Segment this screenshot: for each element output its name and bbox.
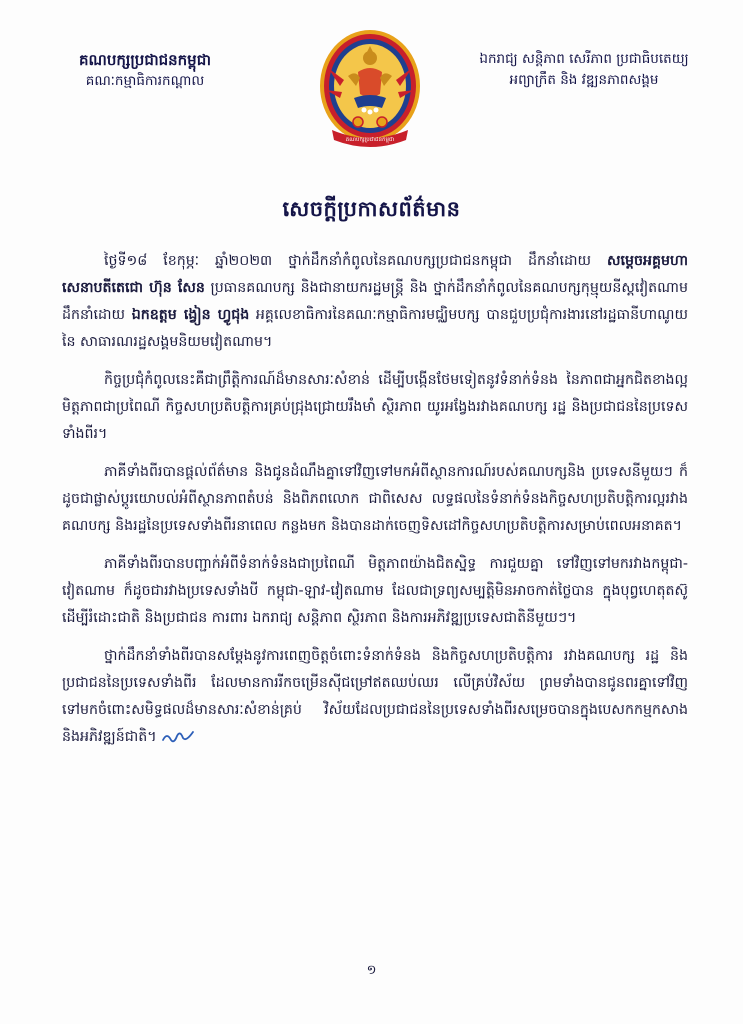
paragraph-4: ភាគីទាំងពីរបានបញ្ជាក់អំពីទំនាក់ទំនងជាប្រពៃណី មិត្តភាពយ៉ាងជិតស្និទ្ធ ការជួយគ្នា ទៅវិញទៅមករវាងកម្ពុជា-វៀតណាម ក៏ដូចជារវាងប្រទេសទាំងបី កម្ពុជា-ឡាវ-វៀតណាម ដែលជាទ្រព្យសម្បត្តិមិនអាចកាត់ថ្លៃបាន ក្នុងបុព្វហេតុតស៊ូដើម្បីរំដោះជាតិ និងប្រជាជន ការពារ ឯករាជ្យ សន្តិភាព ស្ថិរភាព និងការអភិវឌ្ឍប្រទេសជាតិនីមួយៗ។: [62, 556, 688, 626]
party-name: គណបក្សប្រជាជនកម្ពុជា: [79, 51, 211, 69]
document-title: សេចក្តីប្រកាសព័ត៌មាន: [282, 197, 461, 221]
national-motto-line2: អព្យាក្រឹត និង វឌ្ឍនភាពសង្គម: [509, 72, 659, 88]
committee-name: គណៈកម្មាធិការកណ្តាល: [85, 73, 205, 89]
initial-signature-icon: [161, 728, 195, 746]
party-logo: [318, 28, 422, 152]
leader-name-vietnam: ឯកឧត្តម ង្វៀន ហ្វូជុង: [131, 307, 250, 323]
paragraph-1-part-e: អគ្គលេខាធិការនៃគណៈកម្មាធិការមជ្ឈិមបក្ស បានជួបប្រជុំការងារនៅរដ្ឋធានីហាណូយនៃ សាធារណរដ្ឋសង្គមនិយមវៀតណាម។: [62, 307, 688, 350]
logo-banner-text: គណបក្សប្រជាជនកម្ពុជា: [345, 137, 395, 143]
paragraph-5-text: ថ្នាក់ដឹកនាំទាំងពីរបានសម្តែងនូវការពេញចិត្តចំពោះទំនាក់ទំនង និងកិច្ចសហប្រតិបត្តិការ រវាងគណបក្ស រដ្ឋ និងប្រជាជននៃប្រទេសទាំងពីរ ដែលមានការរីកចម្រើនស៊ីជម្រៅឥតឈប់ឈរ លើគ្រប់វិស័យ ព្រមទាំងបានជូនពរគ្នាទៅវិញទៅមកចំពោះសមិទ្ធផលដ៏មានសារៈសំខាន់គ្រប់ វិស័យដែលប្រជាជននៃប្រទេសទាំងពីរសម្រេចបានក្នុងបេសកកម្មកសាង និងអភិវឌ្ឍន៍ជាតិ។: [62, 648, 688, 745]
paragraph-2: កិច្ចប្រជុំកំពូលនេះគឺជាព្រឹត្តិការណ៍ដ៏មានសារៈសំខាន់ ដើម្បីបង្កើនថែមទៀតនូវទំនាក់ទំនង នៃភាពជាអ្នកជិតខាងល្អ មិត្តភាពជាប្រពៃណី កិច្ចសហប្រតិបត្តិការគ្រប់ជ្រុងជ្រោយរឹងមាំ ស្ថិរភាព យូរអង្វែងរវាងគណបក្ស រដ្ឋ និងប្រជាជននៃប្រទេសទាំងពីរ។: [62, 372, 688, 442]
document-body: [62, 248, 688, 762]
leader-name-cambodia: សម្តេចអគ្គមហាសេនាបតីតេជោ ហ៊ុន សែន: [62, 253, 688, 296]
header-right: [459, 50, 709, 90]
paragraph-1: [62, 248, 688, 356]
national-motto-line1: ឯករាជ្យ សន្តិភាព សេរីភាព ប្រជាធិបតេយ្យ: [479, 51, 689, 67]
page-number: ១: [366, 963, 377, 978]
paragraph-1-part-a: ថ្ងៃទី១៨ ខែកុម្ភៈ ឆ្នាំ២០២៣ ថ្នាក់ដឹកនាំកំពូលនៃគណបក្សប្រជាជនកម្ពុជា ដឹកនាំដោយ: [104, 253, 607, 269]
paragraph-3: ភាគីទាំងពីរបានផ្តល់ព័ត៌មាន និងជូនដំណឹងគ្នាទៅវិញទៅមកអំពីស្ថានការណ៍របស់គណបក្សនិង ប្រទេសនីមួយៗ ក៏ដូចជាផ្លាស់ប្តូរយោបល់អំពីស្ថានភាពតំបន់ និងពិភពលោក ជាពិសេស លទ្ធផលនៃទំនាក់ទំនងកិច្ចសហប្រតិបត្តិការល្អរវាងគណបក្ស និងរដ្ឋនៃប្រទេសទាំងពីរនាពេល កន្លងមក និងបានដាក់ចេញទិសដៅកិច្ចសហប្រតិបត្តិការសម្រាប់ពេលអនាគត។: [62, 464, 688, 534]
paragraph-5: [62, 643, 688, 751]
paragraph-1-part-c: ប្រធានគណបក្ស និងជានាយករដ្ឋមន្ត្រី និង ថ្នាក់ដឹកនាំកំពូលនៃគណបក្សកុម្មុយនីស្តវៀតណាម ដឹកនាំដោយ: [62, 280, 689, 323]
header-left: [40, 50, 250, 90]
